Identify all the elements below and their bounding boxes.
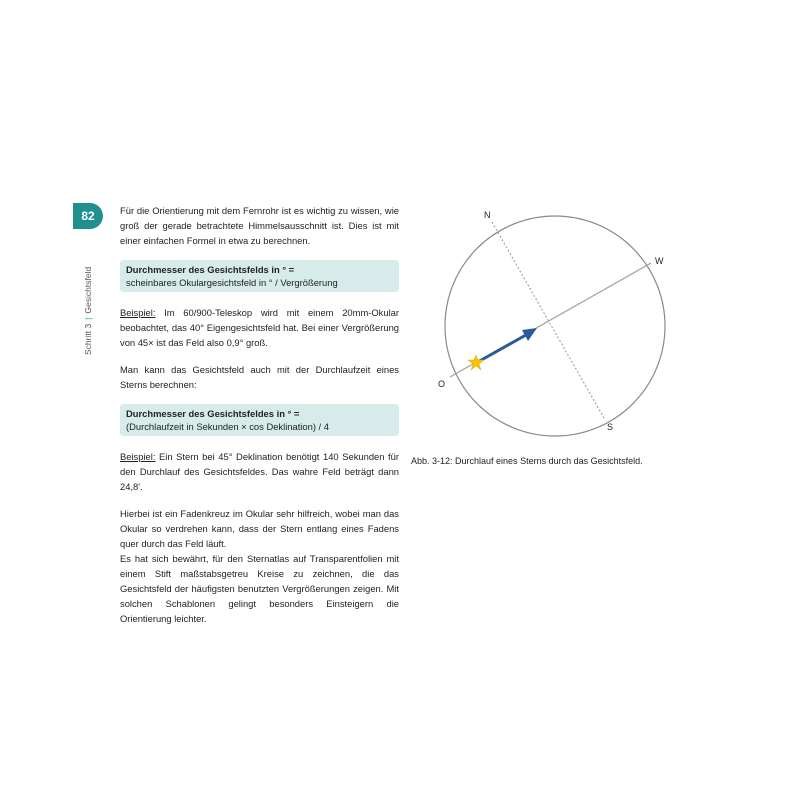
formula-box-1	[120, 260, 399, 292]
example-1-paragraph	[120, 305, 399, 350]
north-south-line	[492, 222, 604, 418]
page-number-badge: 82	[73, 203, 103, 229]
template-tip-paragraph: Es hat sich bewährt, für den Sternatlas auf Transparentfolien mit einem Stift maßstabsgetreu Kreise zu zeichnen, die das Gesichtsfeld der häufigsten benutzten Vergrößerungen zeigen. Mit solchen Schablonen gelingt besonders Einsteigern die Orientierung leichter.	[120, 553, 399, 624]
formula-2-body: (Durchlaufzeit in Sekunden × cos Deklination) / 4	[126, 421, 329, 432]
crosshair-tip-paragraph: Hierbei ist ein Fadenkreuz im Okular sehr hilfreich, wobei man das Okular so verdrehen kann, dass der Stern entlang eines Fadens quer durch das Feld läuft.	[120, 508, 399, 549]
main-text-column	[120, 203, 399, 626]
figure-caption: Abb. 3-12: Durchlauf eines Sterns durch das Gesichtsfeld.	[411, 456, 643, 466]
running-header: Schritt 3|Gesichtsfeld	[83, 266, 93, 355]
section-label: Gesichtsfeld	[83, 266, 93, 314]
label-west: W	[655, 256, 664, 266]
field-circle	[445, 216, 665, 436]
star-icon	[468, 355, 484, 370]
intro-paragraph: Für die Orientierung mit dem Fernrohr ist es wichtig zu wissen, wie groß der gerade betrachtete Himmelsausschnitt ist. Dies ist mit einer einfachen Formel in etwa zu berechnen.	[120, 205, 399, 246]
chapter-label: Schritt 3	[83, 323, 93, 355]
formula-1-body: scheinbares Okulargesichtsfeld in ° / Vergrößerung	[126, 277, 338, 288]
example-2-label: Beispiel:	[120, 451, 156, 462]
label-north: N	[484, 210, 491, 220]
example-2-paragraph	[120, 449, 399, 494]
label-south: S	[607, 422, 614, 432]
transit-intro-paragraph: Man kann das Gesichtsfeld auch mit der Durchlaufzeit eines Sterns berechnen:	[120, 364, 399, 390]
formula-box-2	[120, 404, 399, 436]
label-east: O	[438, 379, 446, 389]
example-1-label: Beispiel:	[120, 307, 156, 318]
transit-arrow-shaft	[476, 335, 526, 363]
formula-2-title: Durchmesser des Gesichtsfeldes in ° =	[126, 408, 300, 419]
example-1-text: Im 60/900-Teleskop wird mit einem 20mm-Okular beobachtet, das 40° Eigengesichtsfeld hat. Bei einer Vergrößerung von 45× ist das Feld also 0,9° groß.	[120, 307, 399, 348]
formula-1-title: Durchmesser des Gesichtsfelds in ° =	[126, 264, 295, 275]
field-of-view-diagram	[408, 206, 672, 446]
example-2-text: Ein Stern bei 45° Deklination benötigt 140 Sekunden für den Durchlauf des Gesichtsfeldes. Das wahre Feld beträgt dann 24,8'.	[120, 451, 399, 492]
